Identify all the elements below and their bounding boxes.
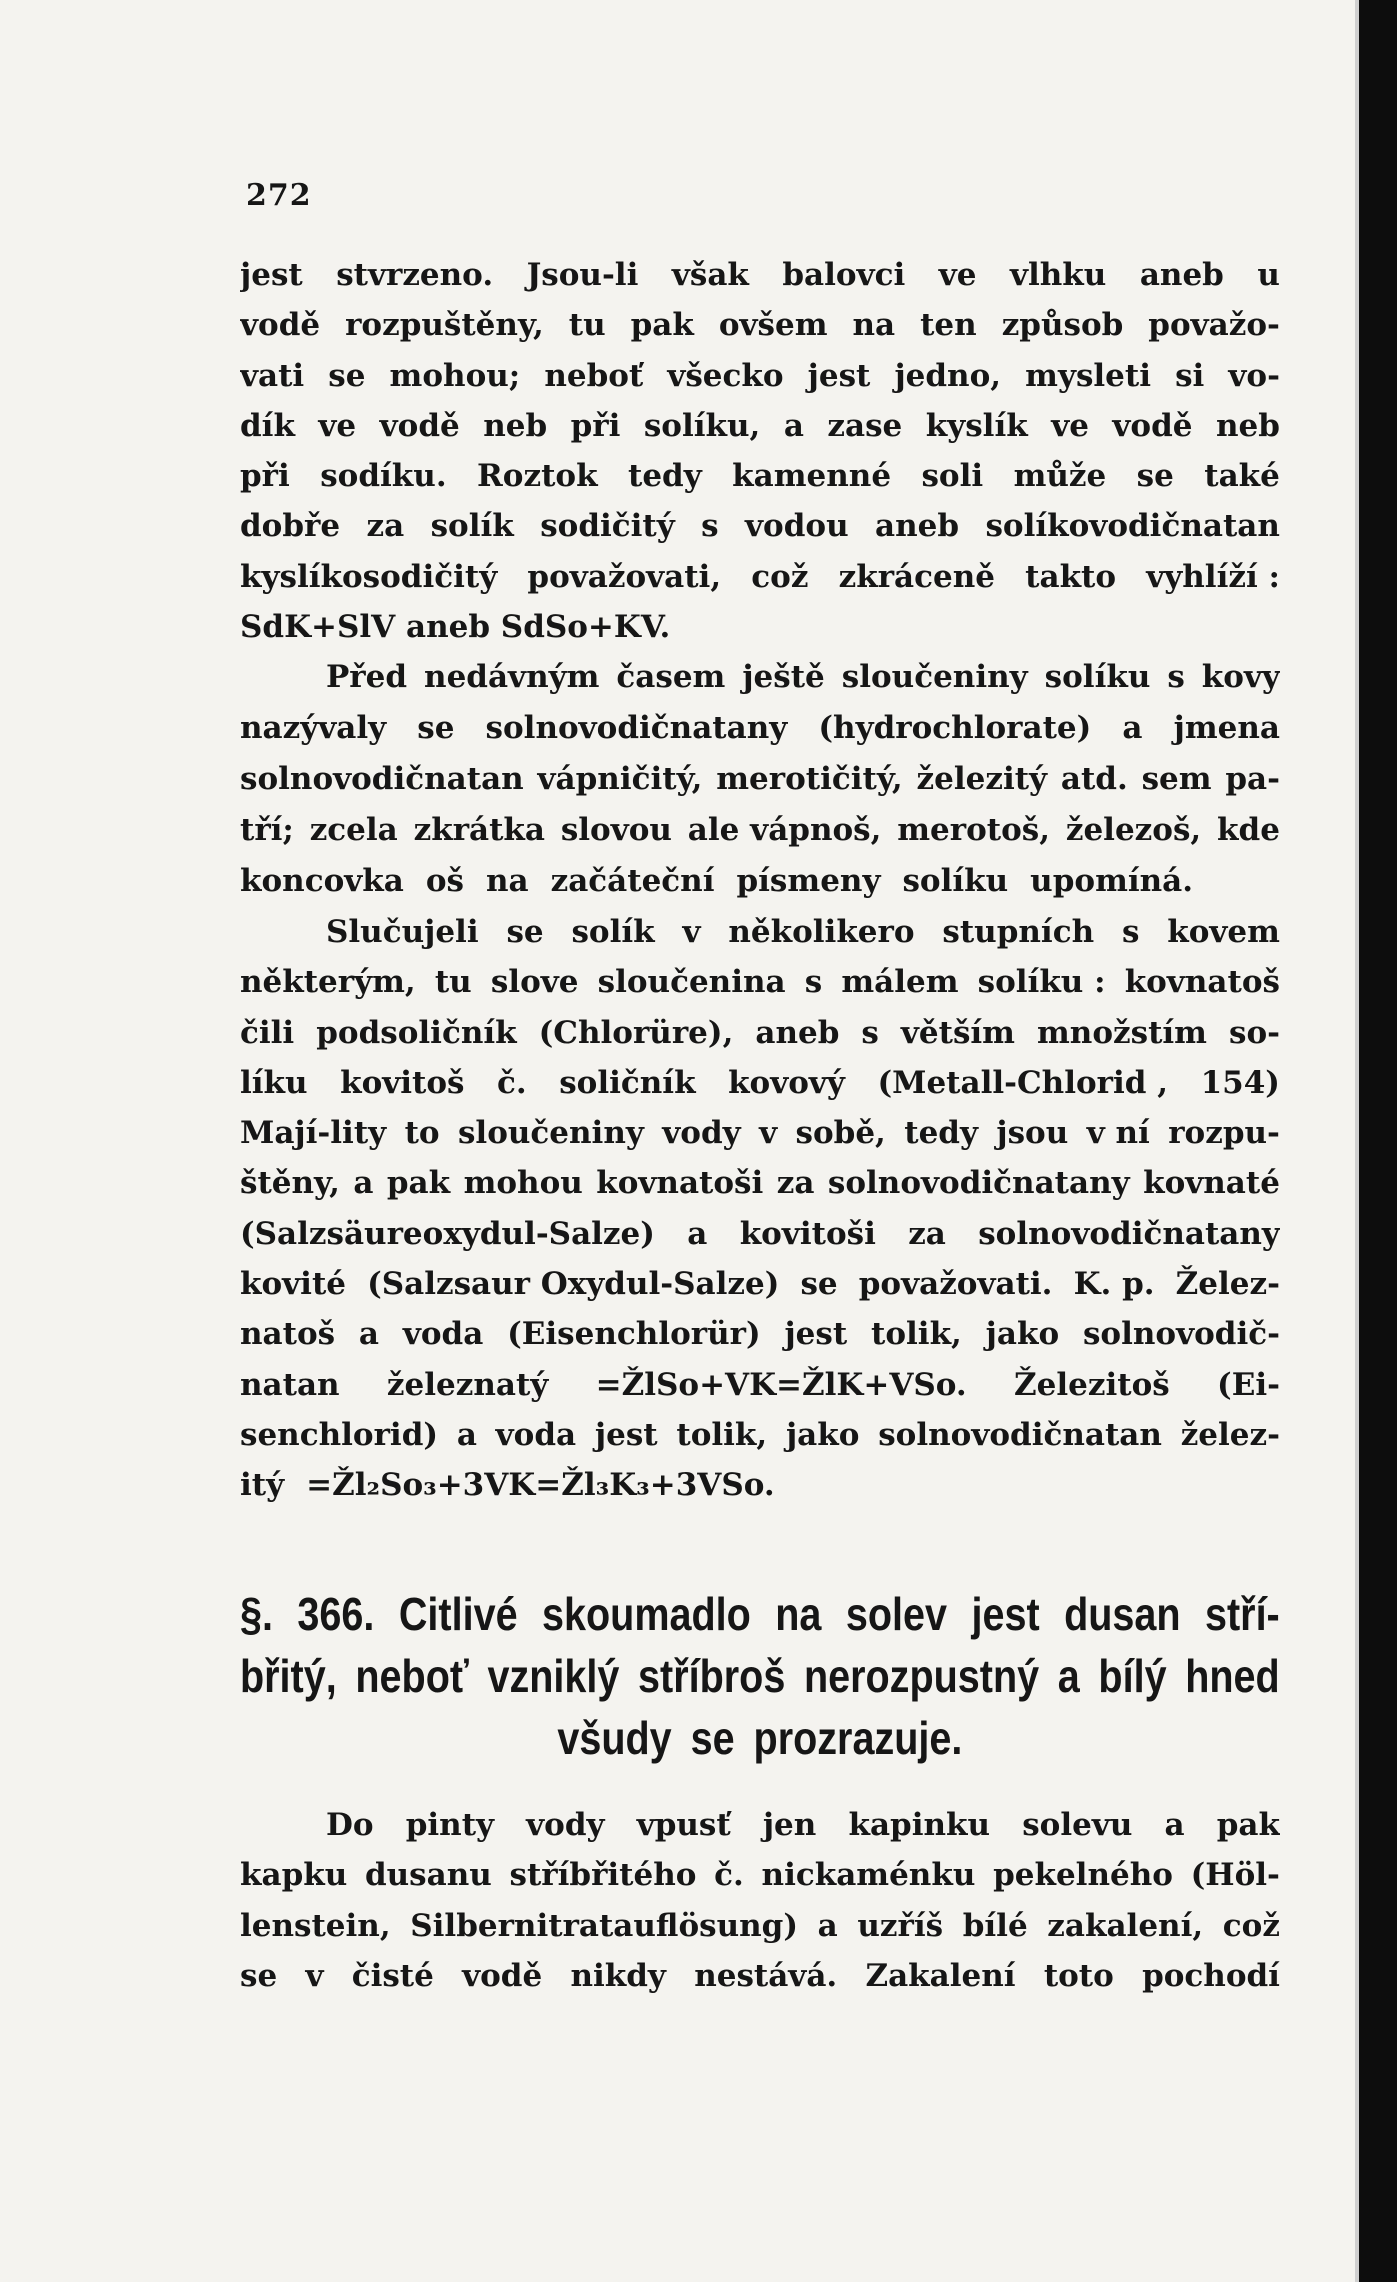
word: Železitoš — [1014, 1366, 1170, 1403]
word: Jsou-li — [526, 257, 639, 293]
word: Před — [326, 659, 408, 695]
word: nedávným — [424, 659, 600, 695]
word: pinty — [405, 1807, 495, 1843]
word: Do — [326, 1807, 374, 1843]
paragraph-4-line — [240, 1850, 1280, 1900]
word: čisté — [351, 1957, 434, 1994]
section-heading — [240, 1583, 1280, 1769]
word: soli — [921, 458, 984, 495]
word: ten — [920, 307, 977, 344]
word: merotičitý, — [716, 761, 903, 797]
word: dobře — [240, 508, 341, 545]
word: u — [1257, 257, 1280, 293]
word: považo- — [1148, 307, 1280, 344]
paragraph-3-line — [240, 1108, 1280, 1158]
word: vzniklý — [487, 1650, 620, 1702]
word: soličník — [559, 1064, 696, 1101]
word: vody — [662, 1115, 741, 1152]
paragraph-1-line — [240, 300, 1280, 350]
word: zcela — [309, 812, 398, 848]
word: s — [804, 964, 823, 1001]
word: Želez- — [1175, 1266, 1280, 1303]
word: toto — [1043, 1957, 1114, 1994]
paragraph-1 — [240, 250, 1280, 652]
word: tu — [568, 307, 606, 344]
word: všudy — [557, 1712, 672, 1764]
word: kyslík — [925, 407, 1028, 444]
word: v — [305, 1957, 324, 1994]
word: senchlorid) — [240, 1416, 439, 1453]
heading-line — [240, 1707, 1280, 1769]
word: solíkovodičnatan — [985, 508, 1280, 545]
book-page — [240, 0, 1280, 2282]
word: vodě — [462, 1957, 543, 1994]
word: a — [353, 1165, 374, 1202]
word: jako — [985, 1316, 1060, 1353]
word: jako — [785, 1416, 860, 1453]
word: kovité — [240, 1266, 346, 1303]
word: neboť — [544, 357, 644, 394]
word: č. — [497, 1064, 527, 1101]
word: atd. — [1060, 761, 1128, 797]
word: štěny, — [240, 1165, 340, 1202]
word: solík — [430, 508, 514, 545]
paragraph-1-line — [240, 451, 1280, 501]
word: líku — [240, 1064, 308, 1101]
word: mysleti — [1025, 357, 1152, 394]
word: stří- — [1205, 1588, 1280, 1640]
heading-line — [240, 1583, 1280, 1645]
word: SdK+SlV aneb SdSo+KV. — [240, 609, 671, 646]
paragraph-1-line — [240, 602, 1280, 652]
word: za — [366, 508, 405, 545]
word: voda — [495, 1416, 577, 1453]
word: považovati, — [527, 558, 722, 595]
word: =ŽlSo+VK=ŽlK+VSo. — [595, 1366, 967, 1403]
word: solnovodičnatan — [240, 761, 524, 797]
word: několikero — [728, 914, 915, 950]
word: hned — [1185, 1650, 1280, 1702]
word: solnovodič- — [1082, 1316, 1280, 1353]
word: solíku — [902, 863, 1009, 899]
word: některým, — [240, 964, 416, 1001]
word: 366. — [297, 1588, 375, 1640]
word: s — [861, 1014, 879, 1051]
paragraph-2-line — [240, 805, 1280, 856]
word: jest — [971, 1588, 1040, 1640]
word: solnovodičnatany — [485, 710, 788, 746]
paragraph-4-line — [240, 1951, 1280, 2001]
word: neb — [483, 407, 548, 444]
word: Roztok — [477, 458, 598, 495]
word: nestává. — [694, 1957, 838, 1994]
word: časem — [616, 659, 726, 695]
word: jest — [240, 257, 303, 293]
word: Zakalení — [865, 1957, 1016, 1994]
word: č. — [714, 1857, 744, 1894]
word: písmeny — [736, 863, 881, 899]
word: na — [852, 307, 896, 344]
word: aneb — [755, 1014, 840, 1051]
word: se — [240, 1957, 278, 1994]
word: větším — [900, 1014, 1015, 1051]
word: se — [506, 914, 544, 950]
word: se — [328, 357, 366, 394]
word: v — [682, 914, 701, 950]
word: Silbernitratauflösung) — [410, 1907, 799, 1944]
word: (Eisenchlorür) — [507, 1316, 761, 1353]
word: slove — [490, 964, 579, 1001]
word: pak — [386, 1165, 451, 1202]
word: so- — [1229, 1014, 1280, 1051]
word: solnovodičnatany — [827, 1165, 1130, 1202]
word: (Salzsäureoxydul-Salze) — [240, 1215, 655, 1252]
word: a — [456, 1416, 477, 1453]
word: se — [417, 710, 455, 746]
word: mohou; — [389, 357, 521, 394]
word: jmena — [1173, 710, 1280, 746]
word: v ní — [1086, 1115, 1150, 1152]
word: vápničitý, — [537, 761, 703, 797]
word: způsob — [1001, 307, 1124, 344]
word: dusan — [1064, 1588, 1181, 1640]
word: želez- — [1180, 1416, 1280, 1453]
word: jest — [807, 357, 871, 394]
word: stříbroš — [638, 1650, 786, 1702]
paragraph-2-line — [240, 754, 1280, 805]
word: Slučujeli — [326, 914, 479, 950]
word: =Žl₂So₃+3VK=Žl₃K₃+3VSo. — [306, 1467, 775, 1504]
word: aneb — [1139, 257, 1224, 293]
word: kovnaté — [1143, 1165, 1280, 1202]
word: solíku — [1044, 659, 1151, 695]
paragraph-3 — [240, 907, 1280, 1511]
word: vpusť — [636, 1807, 731, 1843]
word: natoš — [240, 1316, 336, 1353]
word: jedno, — [894, 357, 1002, 394]
heading-line — [240, 1645, 1280, 1707]
word: bílý — [1098, 1650, 1167, 1702]
word: kovnatoš — [1124, 964, 1280, 1001]
word: sloučenina — [597, 964, 786, 1001]
word: solev — [845, 1588, 948, 1640]
word: 154) — [1200, 1064, 1280, 1101]
word: solíku, — [643, 407, 761, 444]
word: (Ei- — [1217, 1366, 1280, 1403]
word: mohou — [463, 1165, 583, 1202]
word: s — [1167, 659, 1185, 695]
word: kovový — [728, 1064, 845, 1101]
word: rozpuštěny, — [345, 307, 544, 344]
word: tu — [434, 964, 472, 1001]
word: vodě — [240, 307, 321, 344]
paragraph-3-line — [240, 1360, 1280, 1410]
word: nazývaly — [240, 710, 387, 746]
word: na — [775, 1588, 822, 1640]
paragraph-3-line — [240, 1158, 1280, 1208]
word: vodě — [1112, 407, 1193, 444]
word: (hydrochlorate) — [818, 710, 1092, 746]
word: ještě — [742, 659, 825, 695]
word: podsoličník — [316, 1014, 517, 1051]
word: skoumadlo — [542, 1588, 751, 1640]
page-number: 272 — [246, 178, 312, 213]
word: s — [1121, 914, 1140, 950]
word: (Salzsaur Oxydul-Salze) — [367, 1266, 780, 1303]
word: prozrazuje. — [753, 1712, 963, 1764]
paragraph-2 — [240, 652, 1280, 907]
word: bílé — [962, 1907, 1028, 1944]
word: železnatý — [386, 1366, 549, 1403]
word: sloučeniny — [841, 659, 1028, 695]
paragraph-1-line — [240, 401, 1280, 451]
word: pak — [1216, 1807, 1280, 1843]
paragraph-3-line — [240, 1058, 1280, 1108]
word: ve — [318, 407, 357, 444]
paragraph-3-line — [240, 1209, 1280, 1259]
scan-border — [1359, 0, 1397, 2282]
word: tří; — [240, 812, 294, 848]
word: oš — [425, 863, 464, 899]
word: si — [1175, 357, 1205, 394]
word: břitý, — [240, 1650, 337, 1702]
word: málem — [841, 964, 959, 1001]
word: nikdy — [570, 1957, 666, 1994]
paragraph-4-line — [240, 1901, 1280, 1951]
word: stříbřitého — [509, 1857, 697, 1894]
word: neboť — [355, 1650, 469, 1702]
word: kapku — [240, 1857, 348, 1894]
word: považovati. — [858, 1266, 1053, 1303]
paragraph-2-line — [240, 703, 1280, 754]
word: vyhlíží : — [1146, 558, 1280, 595]
word: a — [1057, 1650, 1080, 1702]
word: upomíná. — [1030, 863, 1194, 899]
word: (Chlorüre), — [538, 1014, 734, 1051]
word: za — [776, 1165, 815, 1202]
paragraph-3-line — [240, 1309, 1280, 1359]
word: také — [1204, 458, 1280, 495]
word: ovšem — [718, 307, 828, 344]
word: a — [1164, 1807, 1185, 1843]
word: stupních — [942, 914, 1095, 950]
word: kovem — [1167, 914, 1280, 950]
word: kamenné — [732, 458, 892, 495]
paragraph-1-line — [240, 250, 1280, 300]
word: se — [1136, 458, 1174, 495]
word: vody — [526, 1807, 605, 1843]
word: vati — [240, 357, 305, 394]
word: Citlivé — [398, 1588, 518, 1640]
word: a — [687, 1215, 708, 1252]
word: pekelného — [993, 1857, 1173, 1894]
word: solevu — [1022, 1807, 1133, 1843]
paragraph-1-line — [240, 501, 1280, 551]
word: takto — [1025, 558, 1117, 595]
word: ve — [1051, 407, 1089, 444]
word: aneb — [875, 508, 960, 545]
word: pa- — [1225, 761, 1280, 797]
word: vo- — [1228, 357, 1280, 394]
word: může — [1013, 458, 1107, 495]
word: solík — [571, 914, 655, 950]
word: ve — [938, 257, 977, 293]
paragraph-3-line — [240, 907, 1280, 957]
word: však — [671, 257, 749, 293]
word: koncovka — [240, 863, 404, 899]
word: čili — [240, 1014, 295, 1051]
word: rozpu- — [1168, 1115, 1280, 1152]
word: v — [759, 1115, 778, 1152]
word: železoš, — [1065, 812, 1202, 848]
word: itý — [240, 1467, 285, 1504]
word: sloučeniny — [457, 1115, 644, 1152]
word: balovci — [782, 257, 906, 293]
word: což — [1222, 1907, 1280, 1944]
word: kovitoš — [340, 1064, 465, 1101]
word: a — [358, 1316, 379, 1353]
word: pochodí — [1142, 1957, 1280, 1994]
word: a — [1122, 710, 1143, 746]
word: železitý — [916, 761, 1048, 797]
word: tedy — [628, 458, 702, 495]
word: nerozpustný — [803, 1650, 1040, 1702]
word: K. p. — [1073, 1266, 1155, 1303]
word: pak — [630, 307, 694, 344]
scan-border-inner — [1355, 0, 1359, 2282]
word: tolik, — [871, 1316, 962, 1353]
word: jen — [762, 1807, 817, 1843]
word: kovy — [1201, 659, 1280, 695]
paragraph-3-line — [240, 1410, 1280, 1460]
word: zase — [827, 407, 903, 444]
word: sodičitý — [540, 508, 675, 545]
word: ale vápnoš, — [687, 812, 882, 848]
word: začáteční — [550, 863, 715, 899]
word: všecko — [667, 357, 784, 394]
word: uzříš — [857, 1907, 944, 1944]
word: vodě — [379, 407, 460, 444]
paragraph-3-line — [240, 957, 1280, 1007]
word: kovnatoši — [596, 1165, 764, 1202]
word: nickaménku — [761, 1857, 976, 1894]
word: dík — [240, 407, 295, 444]
word: a — [817, 1907, 838, 1944]
word: zakalení, — [1047, 1907, 1204, 1944]
word: při — [240, 458, 290, 495]
word: tolik, — [676, 1416, 768, 1453]
word: za — [908, 1215, 946, 1252]
word: sem — [1141, 761, 1212, 797]
paragraph-2-line — [240, 856, 1280, 907]
word: při — [570, 407, 621, 444]
word: vodou — [745, 508, 849, 545]
word: vlhku — [1009, 257, 1107, 293]
word: (Metall-Chlorid , — [877, 1064, 1169, 1101]
word: sodíku. — [320, 458, 447, 495]
word: stvrzeno. — [336, 257, 494, 293]
word: což — [751, 558, 809, 595]
word: zkráceně — [838, 558, 995, 595]
word: kapinku — [848, 1807, 991, 1843]
word: solíku : — [977, 964, 1106, 1001]
paragraph-3-line — [240, 1460, 1280, 1510]
word: merotoš, — [897, 812, 1051, 848]
word: jest — [594, 1416, 658, 1453]
word: voda — [402, 1316, 484, 1353]
word: kde — [1217, 812, 1280, 848]
paragraph-2-line — [240, 652, 1280, 703]
word: Mají-lity — [240, 1115, 387, 1152]
paragraph-4 — [240, 1800, 1280, 2001]
word: dusanu — [364, 1857, 492, 1894]
word: kyslíkosodičitý — [240, 558, 498, 595]
word: solnovodičnatan — [878, 1416, 1162, 1453]
word: to — [404, 1115, 440, 1152]
word: slovou — [560, 812, 672, 848]
word: §. — [240, 1588, 274, 1640]
word: s — [701, 508, 719, 545]
paragraph-1-line — [240, 351, 1280, 401]
word: solnovodičnatany — [978, 1215, 1280, 1252]
word: jest — [784, 1316, 848, 1353]
paragraph-3-line — [240, 1008, 1280, 1058]
word: sobě, — [795, 1115, 886, 1152]
word: se — [800, 1266, 838, 1303]
word: (Höl- — [1190, 1857, 1280, 1894]
word: lenstein, — [240, 1907, 391, 1944]
word: jsou — [996, 1115, 1069, 1152]
paragraph-4-line — [240, 1800, 1280, 1850]
word: kovitoši — [739, 1215, 876, 1252]
word: a — [783, 407, 804, 444]
word: zkrátka — [413, 812, 545, 848]
paragraph-1-line — [240, 552, 1280, 602]
word: neb — [1215, 407, 1280, 444]
word: na — [485, 863, 529, 899]
word: tedy — [904, 1115, 978, 1152]
word: množstím — [1037, 1014, 1207, 1051]
word: se — [690, 1712, 735, 1764]
word: natan — [240, 1366, 340, 1403]
paragraph-3-line — [240, 1259, 1280, 1309]
